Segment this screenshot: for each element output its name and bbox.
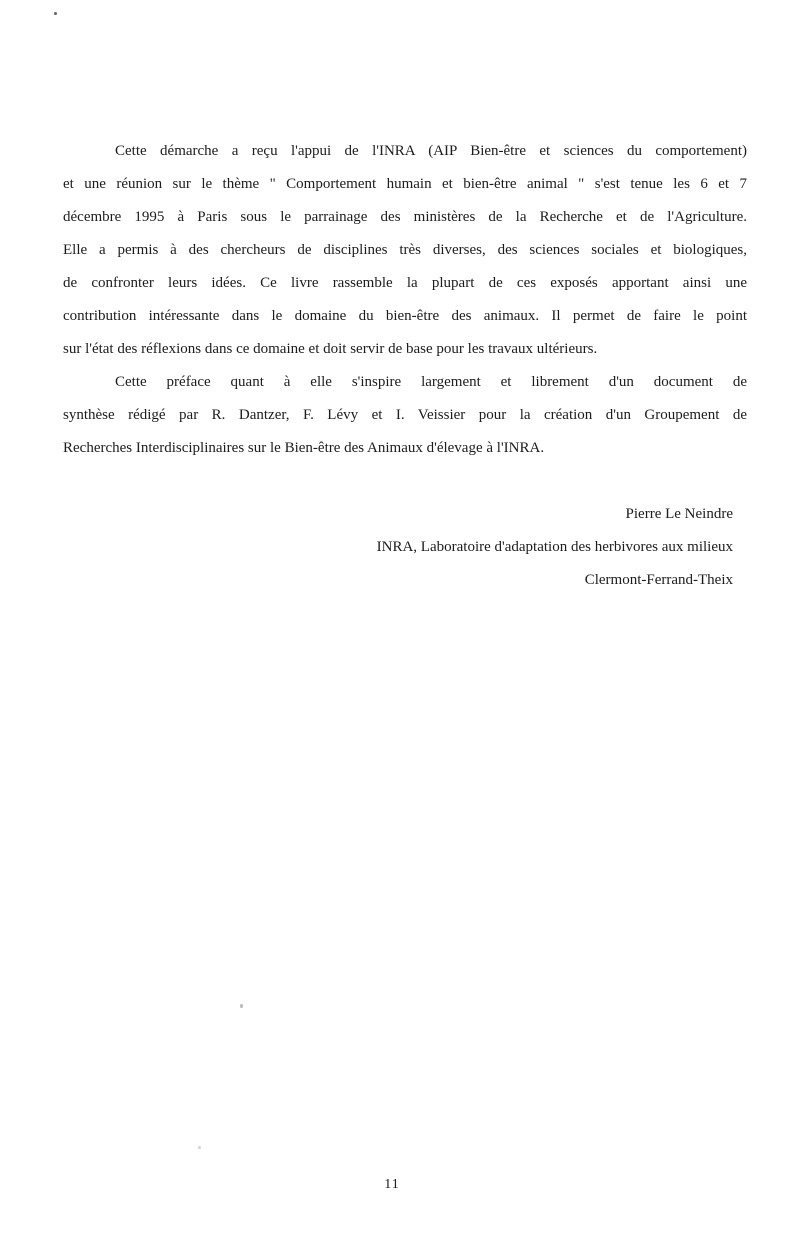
paragraph1-line-3: décembre 1995 à Paris sous le parrainage des ministères de la Recherche et de l'Agriculture. [63, 209, 747, 225]
signature-block [63, 498, 747, 597]
paragraph1-line-6: contribution intéressante dans le domaine du bien-être des animaux. Il permet de faire le point [63, 308, 747, 324]
paragraph1-line-5: de confronter leurs idées. Ce livre rassemble la plupart de ces exposés apportant ainsi une [63, 275, 747, 291]
preface-text-block [63, 135, 747, 465]
signature-affiliation: INRA, Laboratoire d'adaptation des herbivores aux milieux [376, 539, 733, 555]
signature-location: Clermont-Ferrand-Theix [584, 572, 733, 588]
paragraph1-line-4: Elle a permis à des chercheurs de disciplines très diverses, des sciences sociales et biologiques, [63, 242, 747, 258]
paragraph1-line-1: Cette démarche a reçu l'appui de l'INRA (AIP Bien-être et sciences du comportement) [115, 143, 747, 159]
scan-speck [240, 1004, 243, 1008]
paragraph2-line-1: Cette préface quant à elle s'inspire largement et librement d'un document de [115, 374, 747, 390]
scan-speck [54, 12, 57, 15]
page-number: 11 [384, 1177, 400, 1192]
paragraph2-line-2: synthèse rédigé par R. Dantzer, F. Lévy et I. Veissier pour la création d'un Groupement de [63, 407, 747, 423]
paragraph1-line-7: sur l'état des réflexions dans ce domaine et doit servir de base pour les travaux ultérieurs. [63, 341, 598, 357]
scan-speck [198, 1146, 201, 1149]
signature-name: Pierre Le Neindre [625, 506, 733, 522]
paragraph2-line-3: Recherches Interdisciplinaires sur le Bien-être des Animaux d'élevage à l'INRA. [63, 440, 545, 456]
paragraph1-line-2: et une réunion sur le thème " Comportement humain et bien-être animal " s'est tenue les 6 et 7 [63, 176, 747, 192]
